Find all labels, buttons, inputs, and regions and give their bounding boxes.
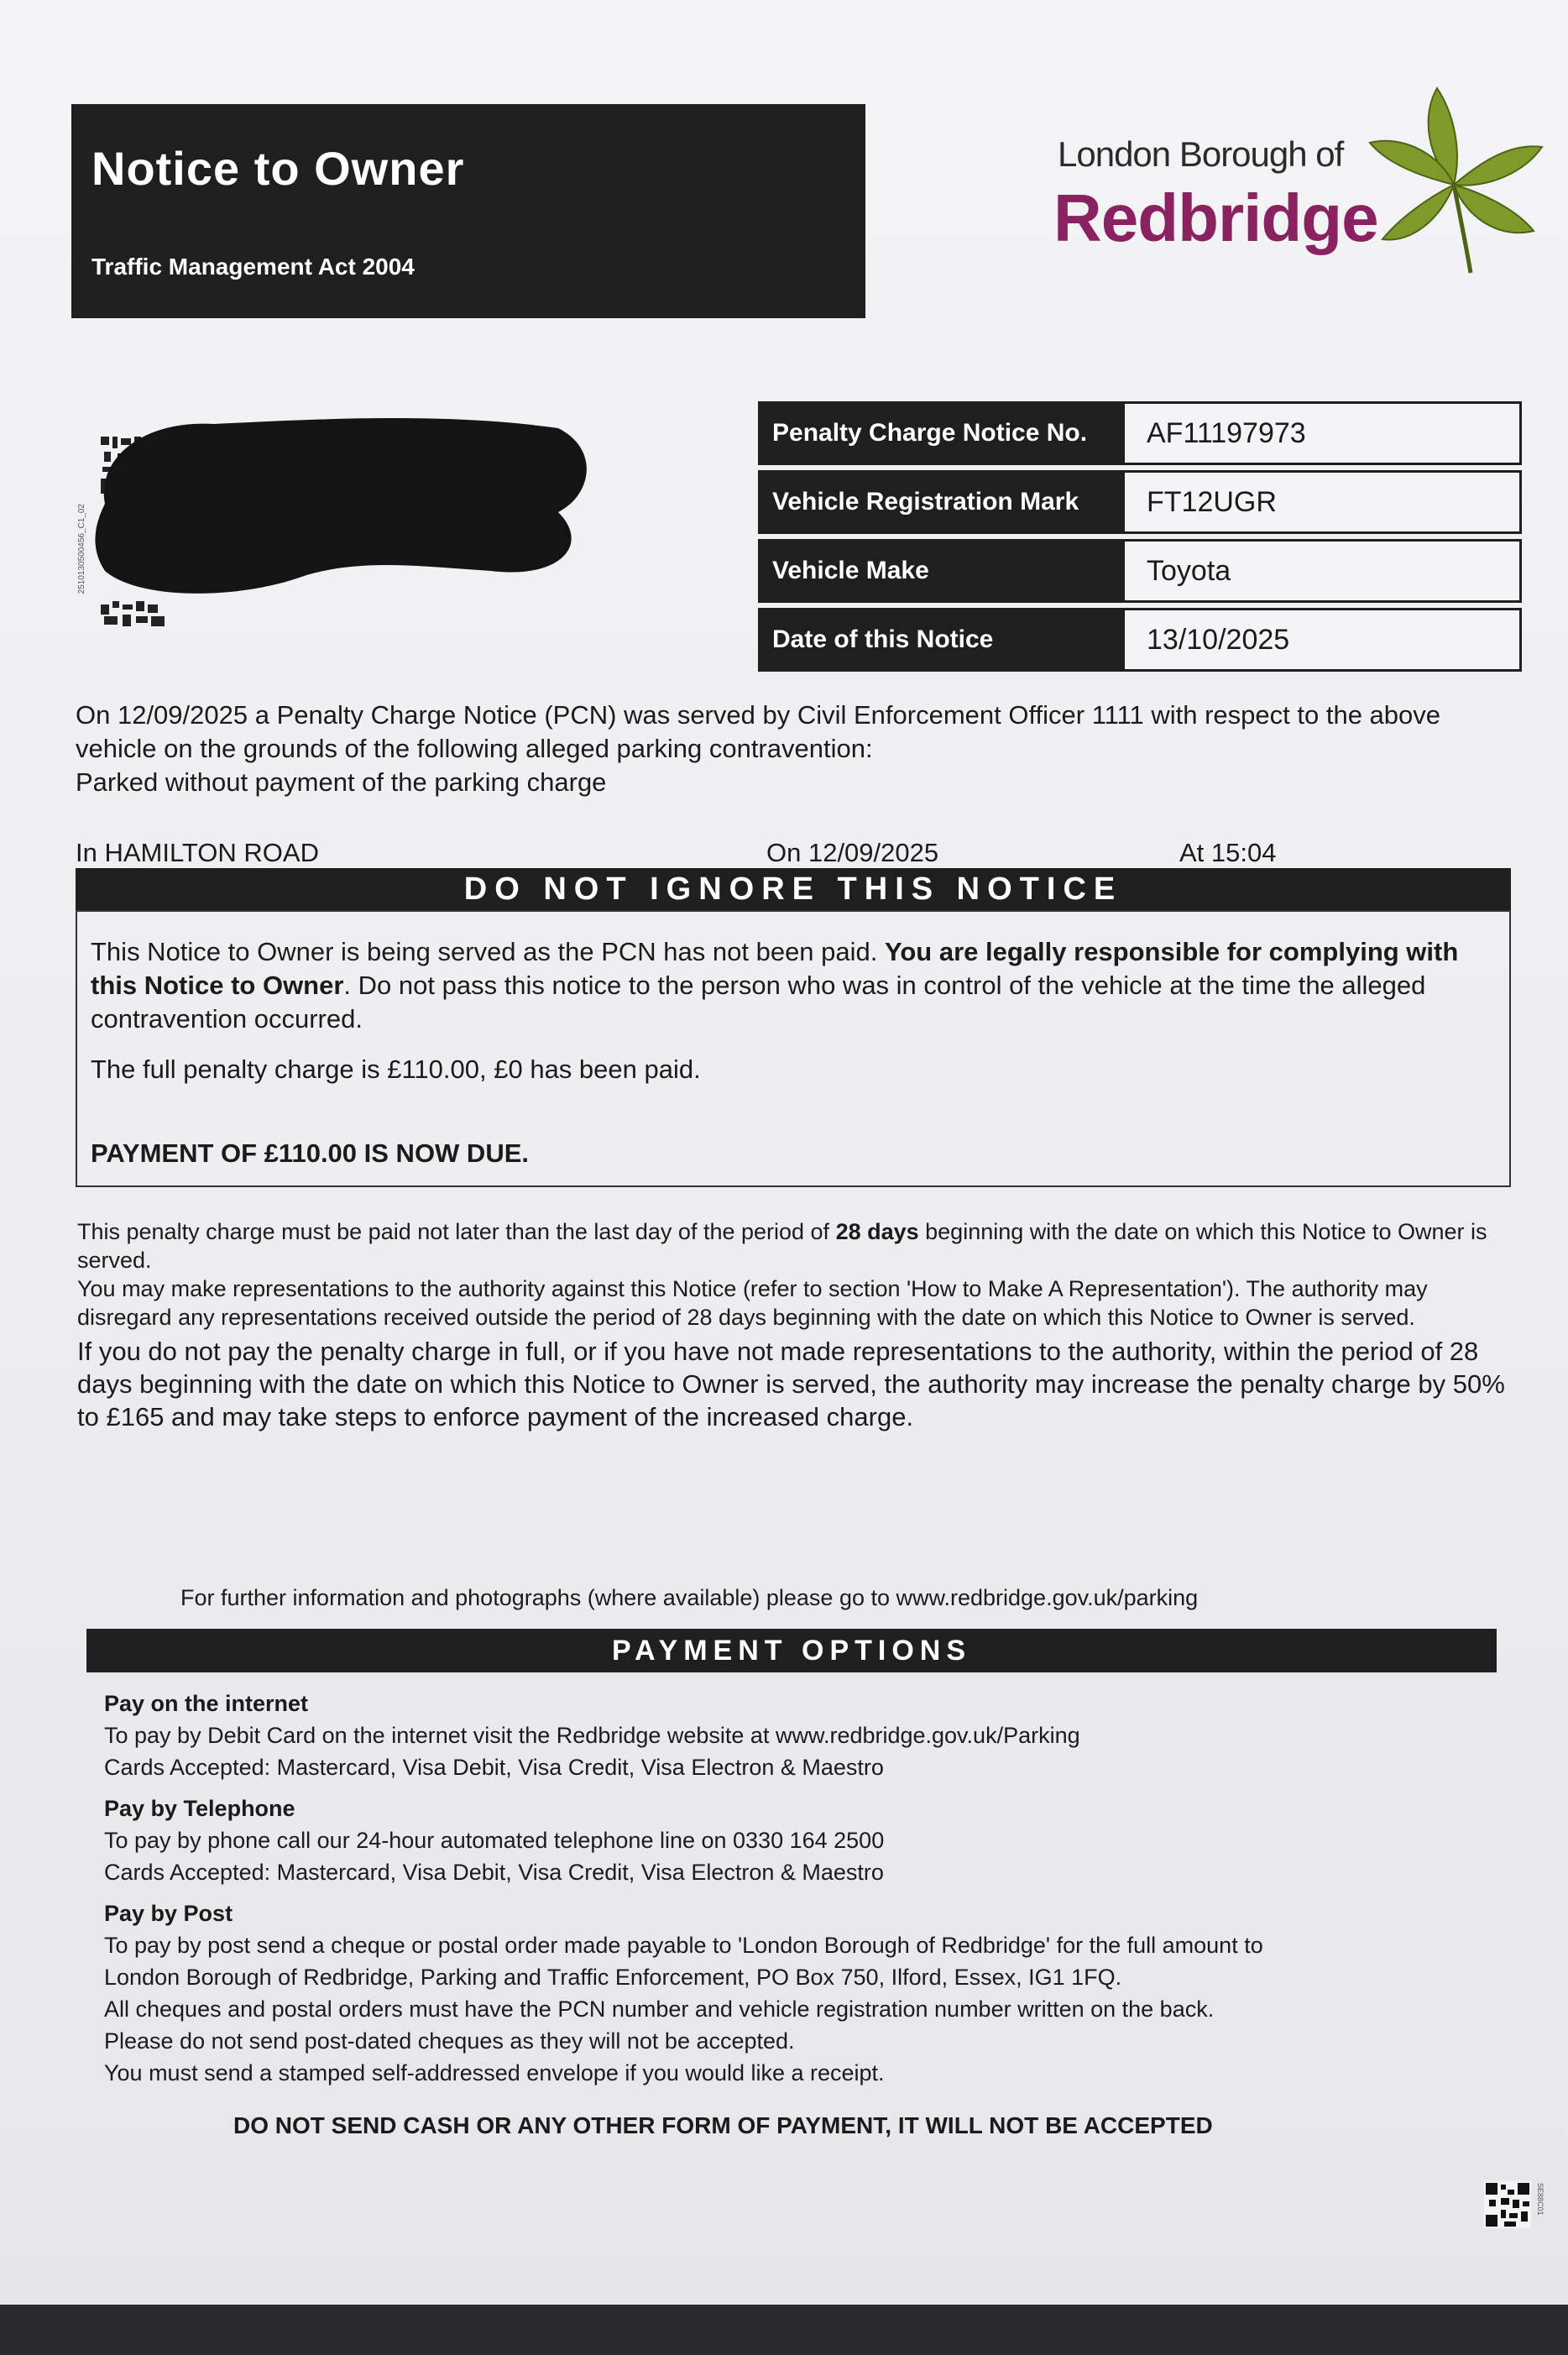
intro-text: On 12/09/2025 a Penalty Charge Notice (PCN) was served by Civil Enforcement Officer 1111 with respect to the above vehicle on the grounds of the following alleged parking contravention: — [76, 700, 1441, 763]
logo-line1: London Borough of — [1058, 134, 1344, 174]
rule1-b: beginning with the date on which this Notice to Owner is served. — [77, 1219, 1487, 1273]
contravention-description: Parked without payment of the parking charge — [76, 767, 607, 797]
registration-value: FT12UGR — [1147, 485, 1277, 518]
full-charge-text: The full penalty charge is £110.00, £0 has been paid. — [91, 1055, 701, 1084]
contravention-intro — [76, 699, 1503, 799]
pay-post-heading: Pay by Post — [104, 1901, 233, 1926]
pay-telephone-line2: Cards Accepted: Mastercard, Visa Debit, Visa Credit, Visa Electron & Maestro — [104, 1860, 884, 1885]
pay-post-line5: You must send a stamped self-addressed envelope if you would like a receipt. — [104, 2060, 885, 2085]
pay-telephone-line1: To pay by phone call our 24-hour automated telephone line on 0330 164 2500 — [104, 1828, 885, 1853]
rule-increase: If you do not pay the penalty charge in full, or if you have not made representations to the authority, within the period of 28 days beginning with the date on which this Notice to Owner is served, the authority may increase the penalty charge by 50% to £165 and may take steps to enforce payment of the increased charge. — [77, 1337, 1505, 1431]
pay-post-line2: London Borough of Redbridge, Parking and Traffic Enforcement, PO Box 750, Ilford, Essex, IG1 1FQ. — [104, 1965, 1122, 1990]
pay-internet-line2: Cards Accepted: Mastercard, Visa Debit, Visa Credit, Visa Electron & Maestro — [104, 1755, 884, 1780]
pay-post-line4: Please do not send post-dated cheques as they will not be accepted. — [104, 2028, 795, 2054]
pcn-value: AF11197973 — [1147, 416, 1306, 449]
notice-responsibility-text — [91, 935, 1492, 1036]
make-label: Vehicle Make — [760, 542, 1125, 600]
pay-internet-line1: To pay by Debit Card on the internet visit the Redbridge website at www.redbridge.gov.uk/Parking — [104, 1723, 1080, 1748]
chestnut-leaf-icon — [1362, 84, 1546, 277]
footer-code: SE88C01 — [1536, 2183, 1544, 2216]
pay-telephone-section — [104, 1792, 1447, 1888]
document-title: Notice to Owner — [91, 142, 465, 195]
pay-internet-heading: Pay on the internet — [104, 1691, 309, 1716]
rule-representations: You may make representations to the authority against this Notice (refer to section 'How to Make A Representation'). The authority may disregard any representations received outside the period of 28 days beginning with the date on which this Notice to Owner is served. — [77, 1276, 1428, 1330]
contravention-date: On 12/09/2025 — [766, 838, 939, 867]
detail-row-pcn — [758, 401, 1522, 465]
pay-post-line1: To pay by post send a cheque or postal order made payable to 'London Borough of Redbridge' for the full amount to — [104, 1933, 1263, 1958]
pay-post-section — [104, 1897, 1447, 2089]
detail-row-registration — [758, 470, 1522, 534]
background-strip — [0, 2305, 1568, 2355]
notice-text-bold: You are legally responsible for complying with this Notice to Owner — [91, 937, 1459, 1000]
further-info: For further information and photographs (where available) please go to www.redbridge.gov.uk/parking — [180, 1585, 1199, 1610]
pay-telephone-heading: Pay by Telephone — [104, 1796, 295, 1821]
detail-row-date — [758, 608, 1522, 672]
logo-line2: Redbridge — [1053, 181, 1378, 255]
barcode-reference: 2510130500456_C1_02 — [77, 504, 86, 594]
no-cash-warning: DO NOT SEND CASH OR ANY OTHER FORM OF PAYMENT, IT WILL NOT BE ACCEPTED — [233, 2112, 1213, 2138]
rule1-a: This penalty charge must be paid not later than the last day of the period of — [77, 1219, 836, 1244]
notice-details-table — [758, 401, 1522, 677]
header-banner — [71, 104, 865, 318]
pay-internet-section — [104, 1688, 1447, 1783]
contravention-location: In HAMILTON ROAD — [76, 838, 319, 867]
qr-code-icon — [1484, 2181, 1531, 2228]
rule1-bold: 28 days — [835, 1219, 919, 1244]
registration-label: Vehicle Registration Mark — [760, 473, 1125, 531]
notice-text-a: This Notice to Owner is being served as the PCN has not been paid. — [91, 937, 885, 966]
payment-options-banner: PAYMENT OPTIONS — [86, 1629, 1497, 1672]
do-not-ignore-banner: DO NOT IGNORE THIS NOTICE — [76, 868, 1511, 910]
payment-rules — [77, 1217, 1521, 1433]
notice-text-b: . Do not pass this notice to the person who was in control of the vehicle at the time the alleged contravention occurred. — [91, 971, 1426, 1034]
contravention-time: At 15:04 — [1179, 838, 1277, 867]
pcn-label: Penalty Charge Notice No. — [760, 404, 1125, 463]
date-value: 13/10/2025 — [1147, 623, 1290, 656]
detail-row-make — [758, 539, 1522, 603]
payment-due-text: PAYMENT OF £110.00 IS NOW DUE. — [91, 1138, 529, 1168]
redacted-address — [88, 411, 592, 604]
make-value: Toyota — [1147, 554, 1231, 587]
document-subtitle: Traffic Management Act 2004 — [91, 254, 415, 280]
date-label: Date of this Notice — [760, 610, 1125, 669]
rule-28-days — [77, 1217, 1521, 1274]
notice-box — [76, 910, 1511, 1187]
pay-post-line3: All cheques and postal orders must have the PCN number and vehicle registration number written on the back. — [104, 1997, 1215, 2022]
